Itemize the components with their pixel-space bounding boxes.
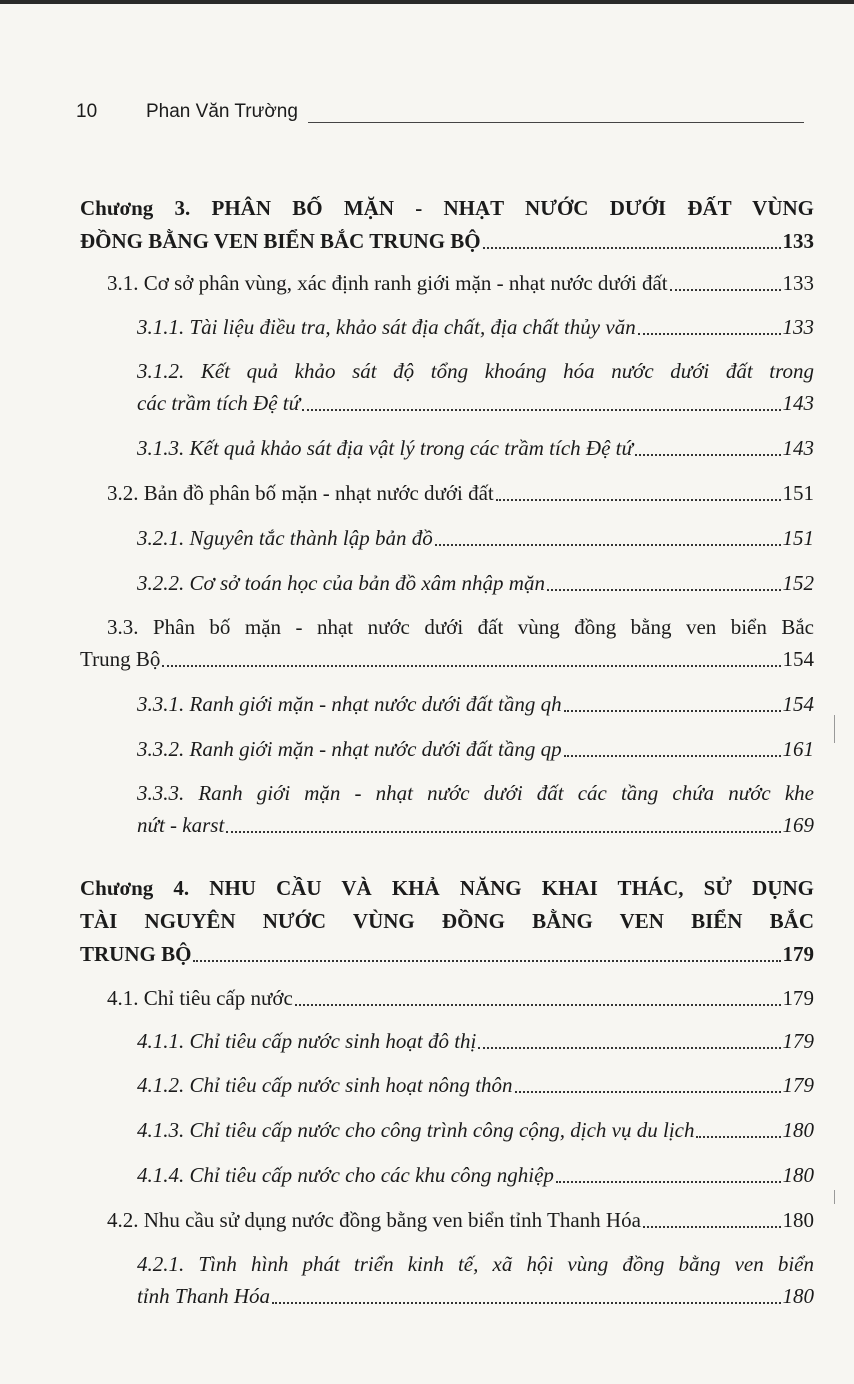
toc-entry-3-1-3[interactable] <box>137 433 814 463</box>
toc-entry-3-3-3-line-1: 3.3.3. Ranh giới mặn - nhạt nước dưới đất các tầng chứa nước khe <box>137 781 814 805</box>
page-ref: 133 <box>782 229 814 253</box>
dot-leader <box>515 1077 781 1093</box>
header-rule <box>308 122 804 123</box>
page-top-edge <box>0 0 854 4</box>
page-ref: 179 <box>782 942 814 966</box>
toc-entry-4-1[interactable] <box>107 983 814 1013</box>
entry-title: 3.2.2. Cơ sở toán học của bản đồ xâm nhập mặn <box>137 571 545 595</box>
page-ref: 180 <box>782 1208 814 1232</box>
page-ref: 180 <box>782 1163 814 1187</box>
page-ref: 179 <box>782 1029 814 1053</box>
toc-entry-3-1-2[interactable] <box>137 388 814 418</box>
page-ref: 151 <box>782 481 814 505</box>
dot-leader <box>556 1167 781 1183</box>
entry-title: tỉnh Thanh Hóa <box>137 1284 271 1308</box>
toc-entry-4-2[interactable] <box>107 1205 814 1235</box>
page-ref: 154 <box>782 692 814 716</box>
entry-title: 3.1.1. Tài liệu điều tra, khảo sát địa chất, địa chất thủy văn <box>137 315 636 339</box>
dot-leader <box>193 946 780 962</box>
toc-entry-3-2-2[interactable] <box>137 568 814 598</box>
entry-title: 4.1.1. Chỉ tiêu cấp nước sinh hoạt đô thị <box>137 1029 477 1053</box>
toc-entry-3-3-2[interactable] <box>137 734 814 764</box>
toc-entry-3-1-2-line-1: 3.1.2. Kết quả khảo sát độ tổng khoáng hóa nước dưới đất trong <box>137 359 814 383</box>
dot-leader <box>496 485 781 501</box>
running-header-author: Phan Văn Trường <box>146 101 298 122</box>
entry-title: 3.2.1. Nguyên tắc thành lập bản đồ <box>137 526 433 550</box>
entry-title: 4.2. Nhu cầu sử dụng nước đồng bằng ven biển tỉnh Thanh Hóa <box>107 1208 641 1232</box>
dot-leader <box>302 395 780 411</box>
page-ref: 179 <box>782 1073 814 1097</box>
dot-leader <box>478 1033 780 1049</box>
entry-title: 4.1.2. Chỉ tiêu cấp nước sinh hoạt nông thôn <box>137 1073 513 1097</box>
toc-entry-3-3-3[interactable] <box>137 810 814 840</box>
entry-title: Trung Bộ <box>80 647 161 671</box>
page-edge-mark <box>834 1190 835 1204</box>
toc-entry-3-3[interactable] <box>80 644 814 674</box>
toc-entry-4-2-1[interactable] <box>137 1281 814 1311</box>
dot-leader <box>295 990 781 1006</box>
entry-title: 4.1.3. Chỉ tiêu cấp nước cho công trình công cộng, dịch vụ du lịch <box>137 1118 695 1142</box>
page-ref: 143 <box>782 436 814 460</box>
dot-leader <box>635 440 781 456</box>
entry-title: 3.1. Cơ sở phân vùng, xác định ranh giới mặn - nhạt nước dưới đất <box>107 271 668 295</box>
toc-entry-4-1-2[interactable] <box>137 1070 814 1100</box>
entry-title: nứt - karst <box>137 813 225 837</box>
page-ref: 154 <box>782 647 814 671</box>
page-edge-mark <box>834 715 835 743</box>
toc-entry-3-1-1[interactable] <box>137 312 814 342</box>
page-ref: 180 <box>782 1284 814 1308</box>
entry-title: 3.3.1. Ranh giới mặn - nhạt nước dưới đất tầng qh <box>137 692 562 716</box>
toc-entry-3-2[interactable] <box>107 478 814 508</box>
page-ref: 161 <box>782 737 814 761</box>
page-ref: 180 <box>782 1118 814 1142</box>
page-ref: 151 <box>782 526 814 550</box>
chapter-3-title-line-1: Chương 3. PHÂN BỐ MẶN - NHẠT NƯỚC DƯỚI ĐẤT VÙNG <box>80 196 814 220</box>
entry-title: 3.2. Bản đồ phân bố mặn - nhạt nước dưới đất <box>107 481 494 505</box>
chapter-3-title-line-2: ĐỒNG BẰNG VEN BIỂN BẮC TRUNG BỘ <box>80 229 481 253</box>
chapter-4-title-line-2: TÀI NGUYÊN NƯỚC VÙNG ĐỒNG BẰNG VEN BIỂN BẮC <box>80 909 814 933</box>
dot-leader <box>272 1288 780 1304</box>
dot-leader <box>696 1122 780 1138</box>
toc-entry-4-1-4[interactable] <box>137 1160 814 1190</box>
toc-entry-chapter-4[interactable] <box>80 939 814 969</box>
toc-entry-4-1-1[interactable] <box>137 1026 814 1056</box>
page-ref: 179 <box>782 986 814 1010</box>
toc-entry-4-1-3[interactable] <box>137 1115 814 1145</box>
chapter-4-title-line-1: Chương 4. NHU CẦU VÀ KHẢ NĂNG KHAI THÁC, SỬ DỤNG <box>80 876 814 900</box>
entry-title: các trầm tích Đệ tứ <box>137 391 301 415</box>
entry-title: 4.1.4. Chỉ tiêu cấp nước cho các khu công nghiệp <box>137 1163 554 1187</box>
page-ref: 133 <box>782 271 814 295</box>
dot-leader <box>564 696 781 712</box>
toc-entry-4-2-1-line-1: 4.2.1. Tình hình phát triển kinh tế, xã hội vùng đồng bằng ven biển <box>137 1252 814 1276</box>
toc-entry-3-2-1[interactable] <box>137 523 814 553</box>
page-number: 10 <box>76 101 98 122</box>
toc-entry-3-3-1[interactable] <box>137 689 814 719</box>
dot-leader <box>435 530 781 546</box>
entry-title: 3.3.2. Ranh giới mặn - nhạt nước dưới đất tầng qp <box>137 737 562 761</box>
toc-entry-3-1[interactable] <box>107 268 814 298</box>
dot-leader <box>226 817 780 833</box>
toc-entry-3-3-line-1: 3.3. Phân bố mặn - nhạt nước dưới đất vùng đồng bằng ven biển Bắc <box>107 615 814 639</box>
running-header <box>76 101 804 123</box>
chapter-4-title-line-3: TRUNG BỘ <box>80 942 192 966</box>
dot-leader <box>483 233 781 249</box>
page-ref: 152 <box>782 571 814 595</box>
dot-leader <box>643 1212 781 1228</box>
page-ref: 169 <box>782 813 814 837</box>
dot-leader <box>547 575 781 591</box>
entry-title: 3.1.3. Kết quả khảo sát địa vật lý trong các trầm tích Đệ tứ <box>137 436 633 460</box>
dot-leader <box>638 319 781 335</box>
page-ref: 143 <box>782 391 814 415</box>
entry-title: 4.1. Chỉ tiêu cấp nước <box>107 986 293 1010</box>
dot-leader <box>564 741 781 757</box>
toc-entry-chapter-3[interactable] <box>80 226 814 256</box>
dot-leader <box>670 275 781 291</box>
dot-leader <box>162 651 780 667</box>
page-ref: 133 <box>782 315 814 339</box>
